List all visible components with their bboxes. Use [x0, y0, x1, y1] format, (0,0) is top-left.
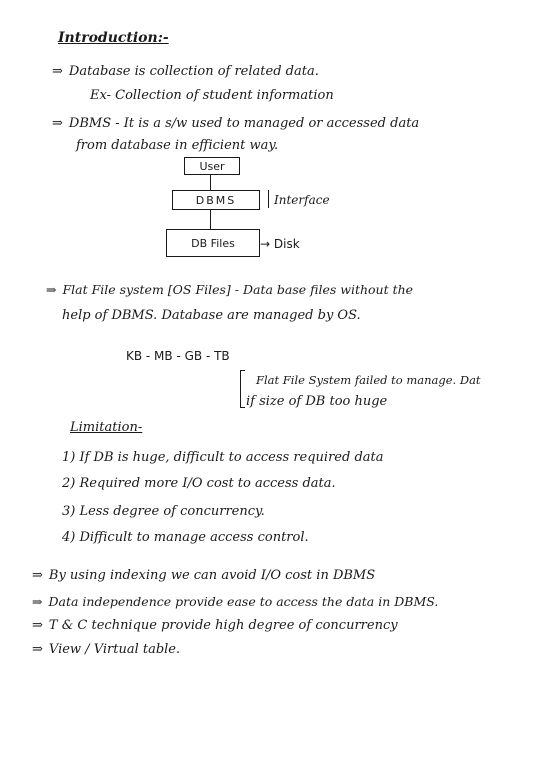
disk-label: → Disk — [260, 237, 300, 251]
bullet-item: ⇒ Data independence provide ease to access the data in DBMS. — [32, 594, 439, 609]
limitation-item: 1) If DB is huge, difficult to access required data — [62, 450, 384, 465]
intro-line-4: from database in efficient way. — [76, 138, 279, 153]
bullet-item: ⇒ View / Virtual table. — [32, 642, 181, 657]
user-box: User — [184, 157, 240, 175]
limitation-heading: Limitation- — [70, 420, 143, 435]
note-bracket — [240, 370, 245, 408]
dbfiles-box: DB Files — [166, 229, 260, 257]
dbms-box: DBMS — [172, 190, 260, 210]
connector-line — [210, 209, 211, 229]
arrow-icon: ⇒ — [32, 568, 43, 583]
interface-label: Interface — [274, 193, 330, 207]
flatfile-note-1: Flat File System failed to manage. Dat — [256, 373, 481, 387]
arrow-icon: ⇒ — [32, 594, 43, 609]
interface-brace — [264, 190, 269, 208]
bullet-item: ⇒ T & C technique provide high degree of concurrency — [32, 618, 398, 633]
connector-line — [210, 174, 211, 190]
bullet-item: ⇒ By using indexing we can avoid I/O cost in DBMS — [32, 568, 376, 583]
intro-line-2: Ex- Collection of student information — [90, 88, 334, 103]
arrow-icon: ⇒ — [52, 64, 63, 79]
limitation-item: 2) Required more I/O cost to access data. — [62, 476, 336, 491]
page-title: Introduction:- — [58, 30, 169, 46]
arrow-icon: ⇒ — [32, 642, 43, 657]
arrow-icon: ⇒ — [52, 116, 63, 131]
limitation-item: 4) Difficult to manage access control. — [62, 530, 309, 545]
intro-line-3: ⇒ DBMS - It is a s/w used to managed or accessed data — [52, 116, 420, 131]
limitation-item: 3) Less degree of concurrency. — [62, 504, 265, 519]
arrow-icon: ⇒ — [32, 618, 43, 633]
flatfile-note-2: if size of DB too huge — [246, 394, 388, 409]
storage-units: KB - MB - GB - TB — [126, 349, 230, 363]
arrow-icon: ⇒ — [46, 282, 57, 297]
intro-line-1: ⇒ Database is collection of related data. — [52, 64, 319, 79]
flatfile-line-2: help of DBMS. Database are managed by OS. — [62, 308, 361, 323]
right-arrow-icon: → — [260, 237, 271, 251]
flatfile-line-1: ⇒ Flat File system [OS Files] - Data base files without the — [46, 282, 414, 297]
